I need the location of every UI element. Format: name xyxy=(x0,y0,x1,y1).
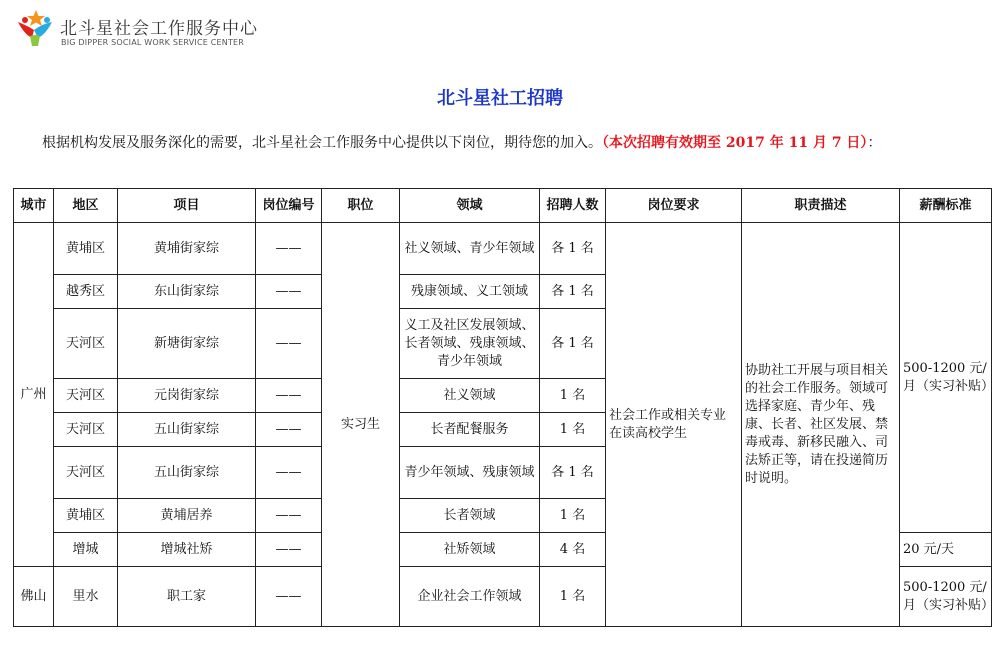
table-row xyxy=(14,223,992,275)
logo-cn-name: 北斗星社会工作服务中心 xyxy=(60,19,258,39)
table-header-row xyxy=(14,189,992,223)
duty-cell: 协助社工开展与项目相关的社会工作服务。领域可选择家庭、青少年、残康、长者、社区发展、禁毒戒毒、新移民融入、司法矫正等，请在投递简历时说明。 xyxy=(742,223,900,627)
header-count: 招聘人数 xyxy=(540,189,606,223)
field-cell: 青少年领域、残康领域 xyxy=(400,447,540,499)
intro-paragraph xyxy=(14,130,964,156)
code-cell: —— xyxy=(256,309,322,379)
count-cell: 1 名 xyxy=(540,413,606,447)
code-cell: —— xyxy=(256,499,322,533)
field-cell: 社矫领域 xyxy=(400,533,540,567)
salary-daily-cell: 20 元/天 xyxy=(900,533,992,567)
city-cell: 广州 xyxy=(14,223,54,567)
count-cell: 各 1 名 xyxy=(540,447,606,499)
district-cell: 里水 xyxy=(54,567,118,627)
header-field: 领域 xyxy=(400,189,540,223)
count-cell: 1 名 xyxy=(540,567,606,627)
project-cell: 黄埔街家综 xyxy=(118,223,256,275)
count-cell: 各 1 名 xyxy=(540,223,606,275)
code-cell: —— xyxy=(256,413,322,447)
project-cell: 五山街家综 xyxy=(118,413,256,447)
district-cell: 黄埔区 xyxy=(54,499,118,533)
city-cell: 佛山 xyxy=(14,567,54,627)
code-cell: —— xyxy=(256,567,322,627)
logo-figure-icon xyxy=(14,8,56,48)
logo xyxy=(14,8,274,48)
field-cell: 残康领域、义工领域 xyxy=(400,275,540,309)
district-cell: 增城 xyxy=(54,533,118,567)
field-cell: 长者领域 xyxy=(400,499,540,533)
district-cell: 越秀区 xyxy=(54,275,118,309)
field-cell: 社义领域、青少年领域 xyxy=(400,223,540,275)
requirement-cell: 社会工作或相关专业在读高校学生 xyxy=(606,223,742,627)
header-position: 职位 xyxy=(322,189,400,223)
code-cell: —— xyxy=(256,379,322,413)
count-cell: 各 1 名 xyxy=(540,275,606,309)
field-cell: 长者配餐服务 xyxy=(400,413,540,447)
header-project: 项目 xyxy=(118,189,256,223)
logo-en-name: BIG DIPPER SOCIAL WORK SERVICE CENTER xyxy=(61,38,245,47)
position-cell: 实习生 xyxy=(322,223,400,627)
header-duty: 职责描述 xyxy=(742,189,900,223)
project-cell: 五山街家综 xyxy=(118,447,256,499)
district-cell: 天河区 xyxy=(54,309,118,379)
jobs-table xyxy=(13,188,995,627)
salary-cell: 500-1200 元/月（实习补贴） xyxy=(900,567,992,627)
project-cell: 增城社矫 xyxy=(118,533,256,567)
field-cell: 企业社会工作领域 xyxy=(400,567,540,627)
intro-text: 根据机构发展及服务深化的需要，北斗星社会工作服务中心提供以下岗位，期待您的加入。 xyxy=(42,135,602,151)
project-cell: 东山街家综 xyxy=(118,275,256,309)
district-cell: 天河区 xyxy=(54,447,118,499)
intro-suffix: ： xyxy=(867,135,882,151)
project-cell: 元岗街家综 xyxy=(118,379,256,413)
count-cell: 各 1 名 xyxy=(540,309,606,379)
salary-cell: 500-1200 元/月（实习补贴） xyxy=(900,223,992,533)
page-title: 北斗星社工招聘 xyxy=(437,88,563,109)
count-cell: 1 名 xyxy=(540,379,606,413)
header-salary: 薪酬标准 xyxy=(900,189,992,223)
project-cell: 职工家 xyxy=(118,567,256,627)
count-cell: 1 名 xyxy=(540,499,606,533)
code-cell: —— xyxy=(256,533,322,567)
district-cell: 天河区 xyxy=(54,413,118,447)
field-cell: 义工及社区发展领域、长者领域、残康领域、青少年领域 xyxy=(400,309,540,379)
code-cell: —— xyxy=(256,275,322,309)
district-cell: 天河区 xyxy=(54,379,118,413)
header-district: 地区 xyxy=(54,189,118,223)
field-cell: 社义领域 xyxy=(400,379,540,413)
code-cell: —— xyxy=(256,447,322,499)
project-cell: 新塘街家综 xyxy=(118,309,256,379)
project-cell: 黄埔居养 xyxy=(118,499,256,533)
validity-note: （本次招聘有效期至 2017 年 11 月 7 日） xyxy=(602,135,868,151)
code-cell: —— xyxy=(256,223,322,275)
header-requirement: 岗位要求 xyxy=(606,189,742,223)
count-cell: 4 名 xyxy=(540,533,606,567)
district-cell: 黄埔区 xyxy=(54,223,118,275)
header-code: 岗位编号 xyxy=(256,189,322,223)
header-city: 城市 xyxy=(14,189,54,223)
